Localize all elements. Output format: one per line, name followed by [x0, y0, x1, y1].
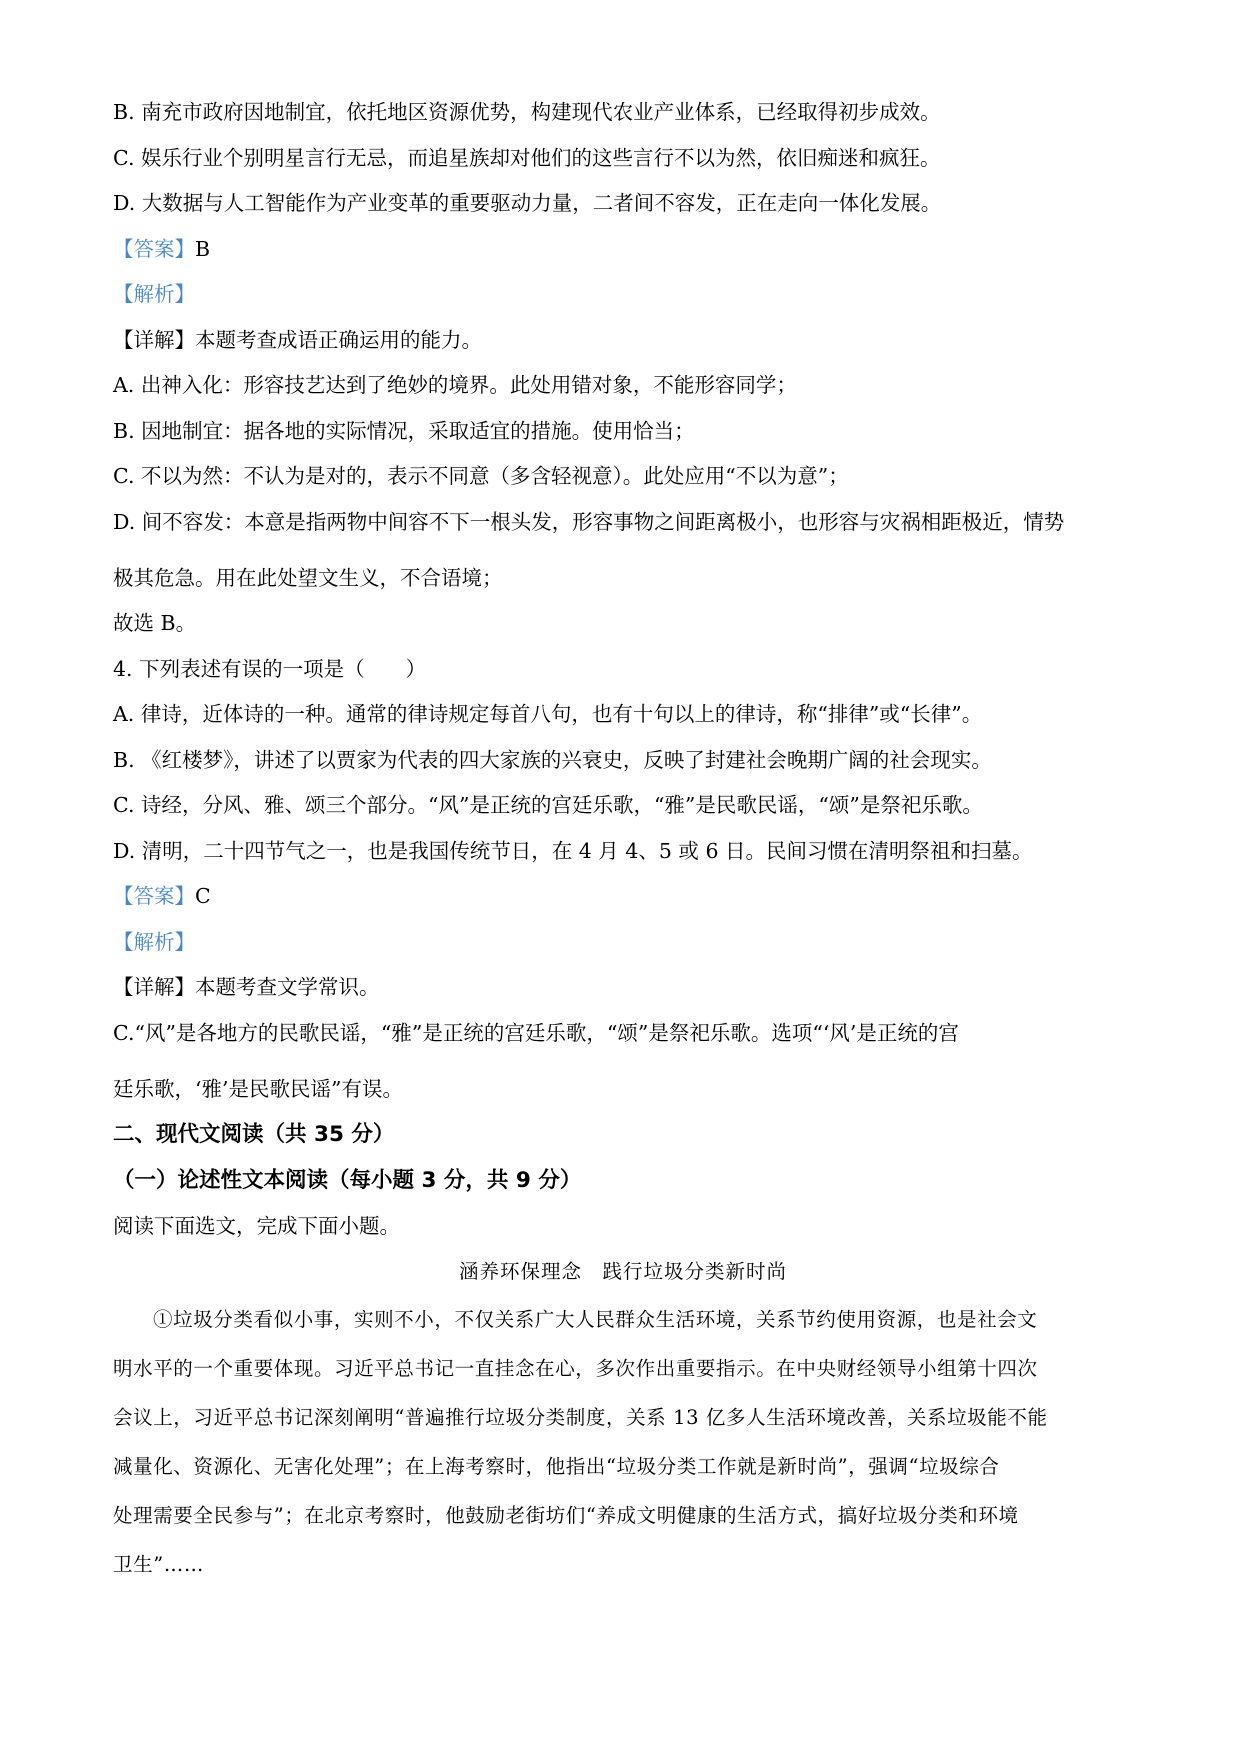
- q3-conclusion: 故选 B。: [113, 611, 197, 635]
- q4-explanation-c-line1: C.“风”是各地方的民歌民谣，“雅”是正统的宫廷乐歌，“颂”是祭祀乐歌。选项“‘风’是正统的宫: [113, 1020, 959, 1045]
- article-paragraph-line: 卫生”……: [113, 1552, 204, 1576]
- q4-explanation-c-line2: 廷乐歌，‘雅’是民歌民谣”有误。: [113, 1076, 404, 1101]
- article-paragraph-line: 减量化、资源化、无害化处理”；在上海考察时，他指出“垃圾分类工作就是新时尚”，强调“垃圾综合: [113, 1454, 1000, 1478]
- reading-instruction: 阅读下面选文，完成下面小题。: [113, 1214, 400, 1238]
- document-page: [113, 98, 1133, 1600]
- answer-value: C: [195, 884, 211, 908]
- answer-label: 【答案】: [113, 236, 195, 261]
- q3-analysis-label: 【解析】: [113, 282, 195, 306]
- section-heading: 二、现代文阅读（共 35 分）: [113, 1122, 395, 1147]
- article-title: 涵养环保理念 践行垃圾分类新时尚: [458, 1259, 787, 1283]
- q3-detail: 【详解】本题考查成语正确运用的能力。: [113, 327, 482, 352]
- q3-explanation-a: A. 出神入化：形容技艺达到了绝妙的境界。此处用错对象，不能形容同学；: [113, 373, 797, 397]
- q4-option-c: C. 诗经，分风、雅、颂三个部分。“风”是正统的宫廷乐歌，“雅”是民歌民谣，“颂”是祭祀乐歌。: [113, 793, 983, 817]
- q3-explanation-b: B. 因地制宜：据各地的实际情况，采取适宜的措施。使用恰当；: [113, 418, 695, 443]
- q3-option-c: C. 娱乐行业个别明星言行无忌，而追星族却对他们的这些言行不以为然，依旧痴迷和疯狂。: [113, 145, 941, 170]
- q4-detail: 【详解】本题考查文学常识。: [113, 975, 380, 999]
- article-paragraph-line: ①垃圾分类看似小事，实则不小，不仅关系广大人民群众生活环境，关系节约使用资源，也是社会文: [153, 1307, 1038, 1331]
- q4-option-d: D. 清明，二十四节气之一，也是我国传统节日，在 4 月 4、5 或 6 日。民间习惯在清明祭祖和扫墓。: [113, 838, 1033, 863]
- q3-answer: [113, 235, 1133, 263]
- article-paragraph-line: 处理需要全民参与”；在北京考察时，他鼓励老街坊们“养成文明健康的生活方式，搞好垃圾分类和环境: [113, 1503, 1019, 1527]
- q3-option-b: B. 南充市政府因地制宜，依托地区资源优势，构建现代农业产业体系，已经取得初步成效。: [113, 100, 941, 124]
- q3-explanation-d-line1: D. 间不容发：本意是指两物中间容不下一根头发，形容事物之间距离极小，也形容与灾祸相距极近，情势: [113, 509, 1065, 534]
- article-paragraph-line: 明水平的一个重要体现。习近平总书记一直挂念在心，多次作出重要指示。在中央财经领导小组第十四次: [113, 1356, 1038, 1380]
- q4-option-b: B. 《红楼梦》，讲述了以贾家为代表的四大家族的兴衰史，反映了封建社会晚期广阔的社会现实。: [113, 747, 992, 772]
- q4-answer: [113, 882, 1133, 910]
- q4-stem: 4. 下列表述有误的一项是（ ）: [113, 656, 427, 681]
- answer-label: 【答案】: [113, 884, 195, 908]
- article-paragraph-line: 会议上，习近平总书记深刻阐明“普遍推行垃圾分类制度，关系 13 亿多人生活环境改善，关系垃圾能不能: [113, 1405, 1048, 1429]
- answer-value: B: [195, 236, 211, 261]
- section-subheading: （一）论述性文本阅读（每小题 3 分，共 9 分）: [113, 1168, 582, 1193]
- q3-explanation-c: C. 不以为然：不认为是对的，表示不同意（多含轻视意）。此处应用“不以为意”；: [113, 464, 849, 488]
- q4-option-a: A. 律诗，近体诗的一种。通常的律诗规定每首八句，也有十句以上的律诗，称“排律”或“长律”。: [113, 702, 983, 726]
- q3-explanation-d-line2: 极其危急。用在此处望文生义，不合语境；: [113, 565, 503, 590]
- q3-option-d: D. 大数据与人工智能作为产业变革的重要驱动力量，二者间不容发，正在走向一体化发展。: [113, 191, 942, 215]
- q4-analysis-label: 【解析】: [113, 929, 195, 954]
